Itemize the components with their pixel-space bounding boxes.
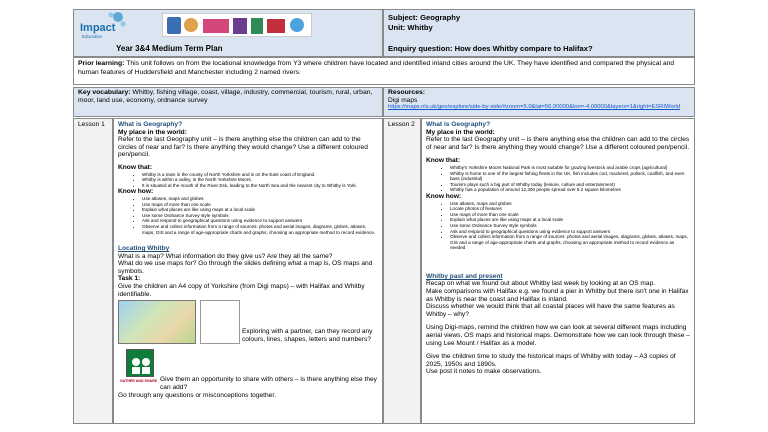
- list-item: • Use some Ordnance Survey style symbols: [450, 223, 690, 229]
- lesson1-label-cell: [73, 118, 113, 424]
- yorkshire-map-image: [118, 300, 196, 344]
- resources-label: Resources:: [388, 89, 426, 96]
- lesson1-know-that-label: Know that:: [118, 163, 153, 171]
- past-text-2: Make comparisons with Halifax e.g. we found a pier in Whitby but there isn't one in Halifax as Whitby is near the coast and Halifax is inland.: [426, 288, 689, 303]
- list-item: • Whitby is within a valley, in the North Yorkshire Moors.: [142, 177, 378, 183]
- plan-title: Year 3&4 Medium Term Plan: [116, 44, 223, 53]
- list-item: • Locate photos of features: [450, 206, 690, 212]
- subject-label: Subject: Geography: [388, 13, 461, 22]
- list-item: • Ask and respond to geographical questions using evidence to support answers: [142, 218, 378, 224]
- list-item: • Tourism plays such a big part of Whitby today (leisure, culture and entertainment): [450, 182, 690, 188]
- explore-text: Exploring with a partner, can they record any colours, lines, shapes, letters and numbers?: [242, 328, 373, 343]
- locating-whitby-title: Locating Whitby: [118, 245, 170, 253]
- resources-digimaps: Digi maps: [388, 96, 418, 104]
- list-item: • Explain what places are like using maps at a local scale: [142, 207, 378, 213]
- vocab-text: Whitby, fishing village, coast, village, industry, commercial, tourism, rural, urban, moor, land use, economy, ordnance survey: [78, 89, 373, 105]
- past-text-3: Discuss whether we would think that all coastal places will have the same features as Whitby – why?: [426, 303, 675, 318]
- task1-text: Give the children an A4 copy of Yorkshire (from Digi maps) – with Halifax and Whitby identifiable.: [118, 283, 365, 298]
- unit-label: Unit: Whitby: [388, 23, 433, 32]
- list-item: • Ask and respond to geographical questions using evidence to support answers: [450, 229, 690, 235]
- lesson2-know-how-label: Know how:: [426, 192, 462, 200]
- impact-logo-sub: Education: [82, 34, 103, 39]
- gather-share-label: GATHER AND SHARE: [120, 379, 158, 384]
- lesson2-content-cell: [421, 118, 695, 424]
- list-item: • Observe and collect information from a range of sources: photos and aerial images, diagrams, globes, atlases, maps, GIS and a range of age-appropriate charts and graphs, choosing an appropriate method to record evidence as needed: [450, 234, 690, 251]
- lesson2-know-that-label: Know that:: [426, 157, 461, 165]
- resources-link[interactable]: https://maps.nls.uk/geo/explore/side-by-side/#zoom=5.0&lat=56.00000&lon=-4.00000&layers=1&right=ESRIWorld: [388, 104, 681, 111]
- impact-logo-text: Impact: [80, 22, 116, 34]
- prior-learning-row: [73, 57, 695, 85]
- lesson1-know-how-label: Know how:: [118, 188, 154, 196]
- enquiry-question: Enquiry question: How does Whitby compare to Halifax?: [388, 44, 593, 53]
- resources-cell: [383, 87, 695, 117]
- task1-label: Task 1:: [118, 275, 141, 283]
- past-text-1: Recap on what we found out about Whitby last week by looking at an OS map.: [426, 280, 656, 288]
- past-text-4: Using Digi-maps, remind the children how we can look at several different maps including aerial views, OS maps and historical maps. Demonstrate how we can look through these – using Lee Mount / Halifax as a model.: [426, 324, 690, 347]
- school-logos-strip: [162, 13, 312, 37]
- gather-share-icon: [126, 349, 154, 377]
- list-item: • Use atlases, maps and globes: [142, 196, 378, 202]
- prior-learning-label: Prior learning:: [78, 60, 125, 67]
- list-item: • Whitby has a population of around 12,300 people spread over 8.2 square kilometres: [450, 187, 690, 193]
- lesson2-subtitle: My place in the world:: [426, 128, 495, 136]
- locating-text-1: What is a map? What information do they give us? Are they all the same?: [118, 252, 333, 260]
- os-map-image: [200, 300, 240, 344]
- list-item: • Use maps of more than one scale: [142, 202, 378, 208]
- list-item: • Use atlases, maps and globes: [450, 201, 690, 207]
- lesson2-know-that-list: [426, 165, 690, 193]
- vocab-label: Key vocabulary:: [78, 89, 131, 96]
- prior-learning-text: This unit follows on from the locational knowledge from Y3 where children have located and identified inland cities around the UK. They have identified and compared the physical and human features of Huddersfield and Manchester including 2 named rivers.: [78, 60, 675, 76]
- lesson2-label-cell: [383, 118, 421, 424]
- list-item: • Whitby is home to one of the largest fishing fleets in the UK, fish includes cod, mackerel, pollock, coalfish, and even bass (industrial): [450, 171, 690, 182]
- list-item: • It is situated at the mouth of the River Esk, leading to the North Sea and the nearest city to Whitby is York.: [142, 183, 378, 189]
- header-left-cell: [73, 9, 383, 57]
- vocab-cell: [73, 87, 383, 117]
- lesson1-intro: Refer to the last Geography unit – is there anything else the children can add to the circles of near and far? Is there anything they would change? Use a different coloured pen/pencil.: [118, 136, 368, 159]
- list-item: • Use some Ordnance Survey style symbols: [142, 213, 378, 219]
- lesson1-know-how-list: [118, 196, 378, 235]
- past-text-5: Give the children time to study the historical maps of Whitby with today – A3 copies of 2025, 1950s and 1890s.: [426, 353, 676, 368]
- lesson1-subtitle: My place in the world:: [118, 128, 187, 136]
- school-logos-icon: [163, 14, 313, 38]
- lesson1-know-that-list: [118, 172, 378, 189]
- impact-education-logo: [80, 11, 128, 39]
- past-text-6: Use post it notes to make observations.: [426, 368, 542, 376]
- lesson1-content-cell: [113, 118, 383, 424]
- questions-text: Go through any questions or misconceptions together.: [118, 392, 276, 400]
- whitby-past-present-title: Whitby past and present: [426, 272, 503, 280]
- list-item: • Use maps of more than one scale: [450, 212, 690, 218]
- list-item: • Whitby is a town in the county of North Yorkshire and is on the East coast of England.: [142, 172, 378, 178]
- header-right-cell: [383, 9, 695, 57]
- lesson2-label: Lesson 2: [388, 121, 415, 128]
- lesson2-know-how-list: [426, 201, 690, 251]
- list-item: • Observe and collect information from a range of sources: photos and aerial images, diagrams, globes, atlases, maps, GIS and a range of age-appropriate charts and graphs, choosing an appropriate method to record evidence.: [142, 224, 378, 235]
- lesson2-intro: Refer to the last Geography unit – is there anything else the children can add to the circles of near and far? Is there anything they would change? Use a different coloured pen/pencil.: [426, 136, 690, 151]
- locating-text-2: What do we use maps for? Go through the slides defining what a map is, OS maps and symbols.: [118, 260, 373, 275]
- lesson2-title: What is Geography?: [426, 121, 491, 128]
- lesson1-label: Lesson 1: [78, 121, 105, 128]
- list-item: • Explain what places are like using maps at a local scale: [450, 217, 690, 223]
- share-text: Give them an opportunity to share with others – is there anything else they can add?: [160, 376, 377, 391]
- list-item: • Whitby's Yorkshire Moors National Park is most suitable for grazing livestock and arable crops (agricultural): [450, 165, 690, 171]
- lesson1-title: What is Geography?: [118, 121, 183, 128]
